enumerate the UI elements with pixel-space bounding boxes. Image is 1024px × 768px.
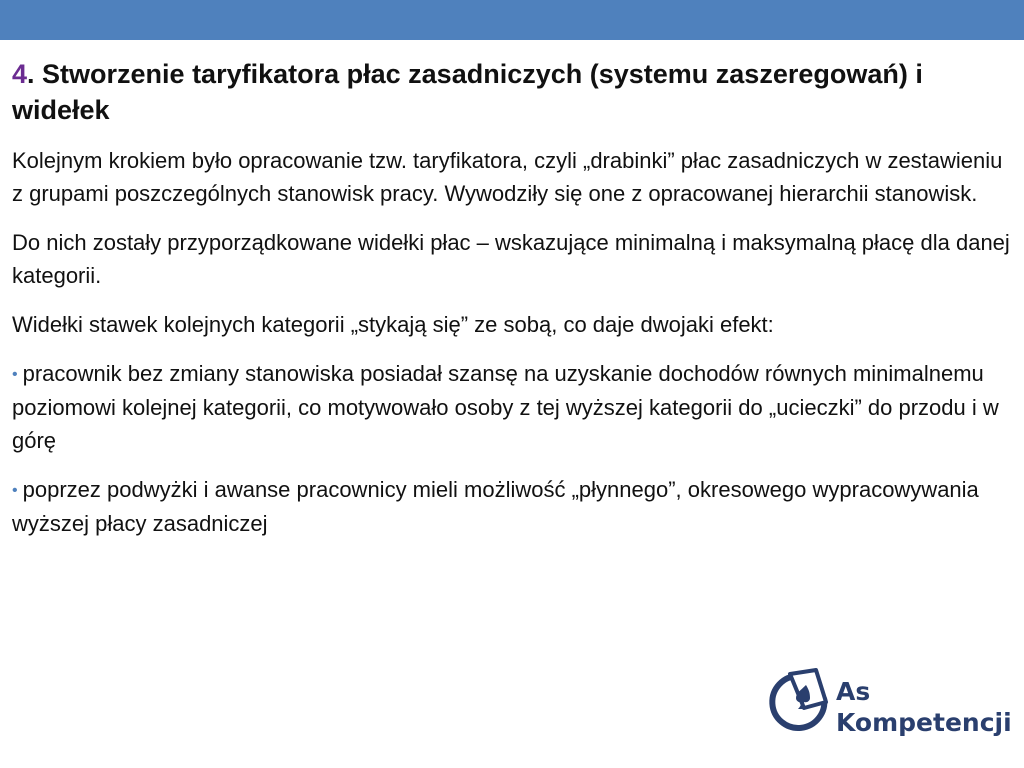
card-spade-icon <box>768 668 834 746</box>
bullet-text: poprzez podwyżki i awanse pracownicy mieli możliwość „płynnego”, okresowego wypracowywania wyższej płacy zasadniczej <box>12 477 979 536</box>
slide-title <box>12 56 1014 128</box>
bullet-item-podwyzki <box>12 473 1014 540</box>
title-number: 4 <box>12 59 28 89</box>
logo-line-kompetencji: Kompetencji <box>836 708 1012 737</box>
paragraph-efekt: Widełki stawek kolejnych kategorii „stykają się” ze sobą, co daje dwojaki efekt: <box>12 312 774 337</box>
as-kompetencji-logo <box>768 668 1012 748</box>
header-bar <box>0 0 1024 40</box>
logo-line-as: As <box>836 677 871 706</box>
slide-content <box>12 56 1014 556</box>
paragraph-widelki: Do nich zostały przyporządkowane widełki płac – wskazujące minimalną i maksymalną płacę dla danej kategorii. <box>12 230 1010 288</box>
bullet-text: pracownik bez zmiany stanowiska posiadał szansę na uzyskanie dochodów równych minimalnemu poziomowi kolejnej kategorii, co motywowało osoby z tej wyższej kategorii do „ucieczki” do przodu i w górę <box>12 361 999 453</box>
title-text: . Stworzenie taryfikatora płac zasadniczych (systemu zaszeregowań) i widełek <box>12 59 923 125</box>
bullet-dot-icon: • <box>12 482 18 499</box>
paragraph-taryfikator: Kolejnym krokiem było opracowanie tzw. taryfikatora, czyli „drabinki” płac zasadniczych w zestawieniu z grupami poszczególnych stanowisk pracy. Wywodziły się one z opracowanej hierarchii stanowisk. <box>12 148 1003 206</box>
logo-text <box>836 676 1012 738</box>
bullet-item-pracownik <box>12 357 1014 457</box>
bullet-dot-icon: • <box>12 366 18 383</box>
